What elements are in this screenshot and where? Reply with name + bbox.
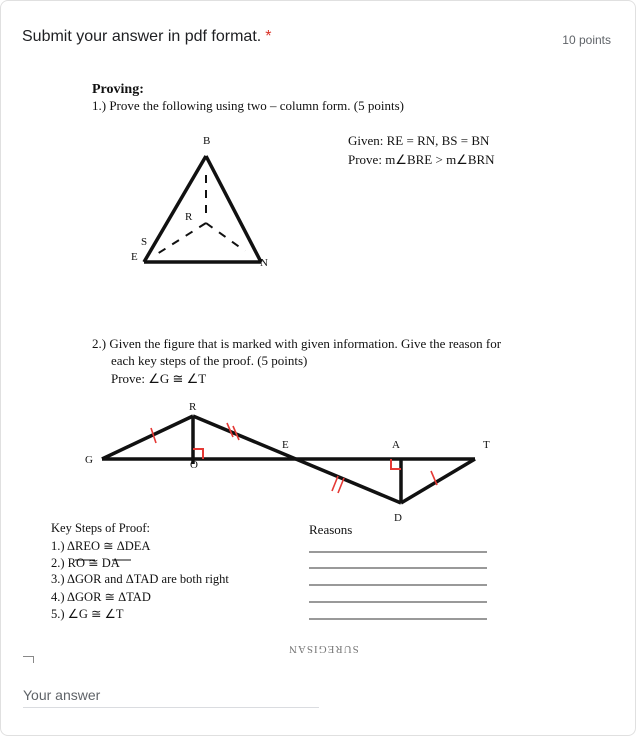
label2-r: R	[189, 401, 197, 413]
label-n: N	[260, 257, 268, 269]
figure-two-triangles	[102, 416, 475, 503]
your-answer-input[interactable]: Your answer	[23, 687, 101, 703]
label-r: R	[185, 211, 193, 223]
problem1-given: Given: RE = RN, BS = BN	[348, 133, 490, 148]
tick-ed-2	[338, 478, 344, 493]
tick-ed-1	[332, 476, 338, 491]
problem2-prove: Prove: ∠G ≅ ∠T	[111, 371, 207, 386]
label2-g: G	[85, 454, 93, 466]
label-e: E	[131, 251, 138, 263]
label2-e: E	[282, 439, 289, 451]
step-2: 2.) RO ≅ DA	[51, 556, 120, 570]
problem1-instruction: 1.) Prove the following using two – column form. (5 points)	[92, 98, 404, 113]
required-asterisk: *	[265, 28, 272, 45]
step-5: 5.) ∠G ≅ ∠T	[51, 607, 124, 621]
problem1-prove: Prove: m∠BRE > m∠BRN	[348, 152, 495, 167]
points-badge: 10 points	[562, 33, 611, 47]
key-steps-header: Key Steps of Proof:	[51, 521, 150, 535]
side-be	[144, 156, 206, 262]
side-gr	[102, 416, 193, 459]
side-td	[401, 459, 475, 503]
question-title-text: Submit your answer in pdf format.	[22, 28, 262, 45]
label-s: S	[141, 236, 148, 248]
watermark: SUREGISAN	[288, 643, 359, 655]
label2-a: A	[392, 439, 400, 451]
label-b: B	[203, 135, 211, 147]
worksheet-image	[1, 71, 636, 671]
step-3: 3.) ΔGOR and ΔTAD are both right	[51, 572, 229, 586]
triangle-ben	[144, 156, 261, 262]
problem2-instruction-2: each key steps of the proof. (5 points)	[111, 353, 308, 368]
reason-answer-lines	[309, 552, 487, 619]
reasons-header: Reasons	[309, 522, 353, 537]
step-1: 1.) ΔREO ≅ ΔDEA	[51, 539, 151, 553]
question-title	[22, 28, 271, 46]
answer-underline	[23, 707, 319, 708]
label2-o: O	[190, 459, 198, 471]
step-4: 4.) ΔGOR ≅ ΔTAD	[51, 590, 151, 604]
side-bn	[206, 156, 261, 262]
segment-rn	[206, 223, 245, 251]
corner-mark-icon	[23, 656, 34, 663]
label2-d: D	[394, 512, 402, 524]
problem2-instruction-1: 2.) Given the figure that is marked with given information. Give the reason for	[92, 336, 502, 351]
label2-t: T	[483, 439, 490, 451]
worksheet-header: Proving:	[92, 82, 144, 97]
